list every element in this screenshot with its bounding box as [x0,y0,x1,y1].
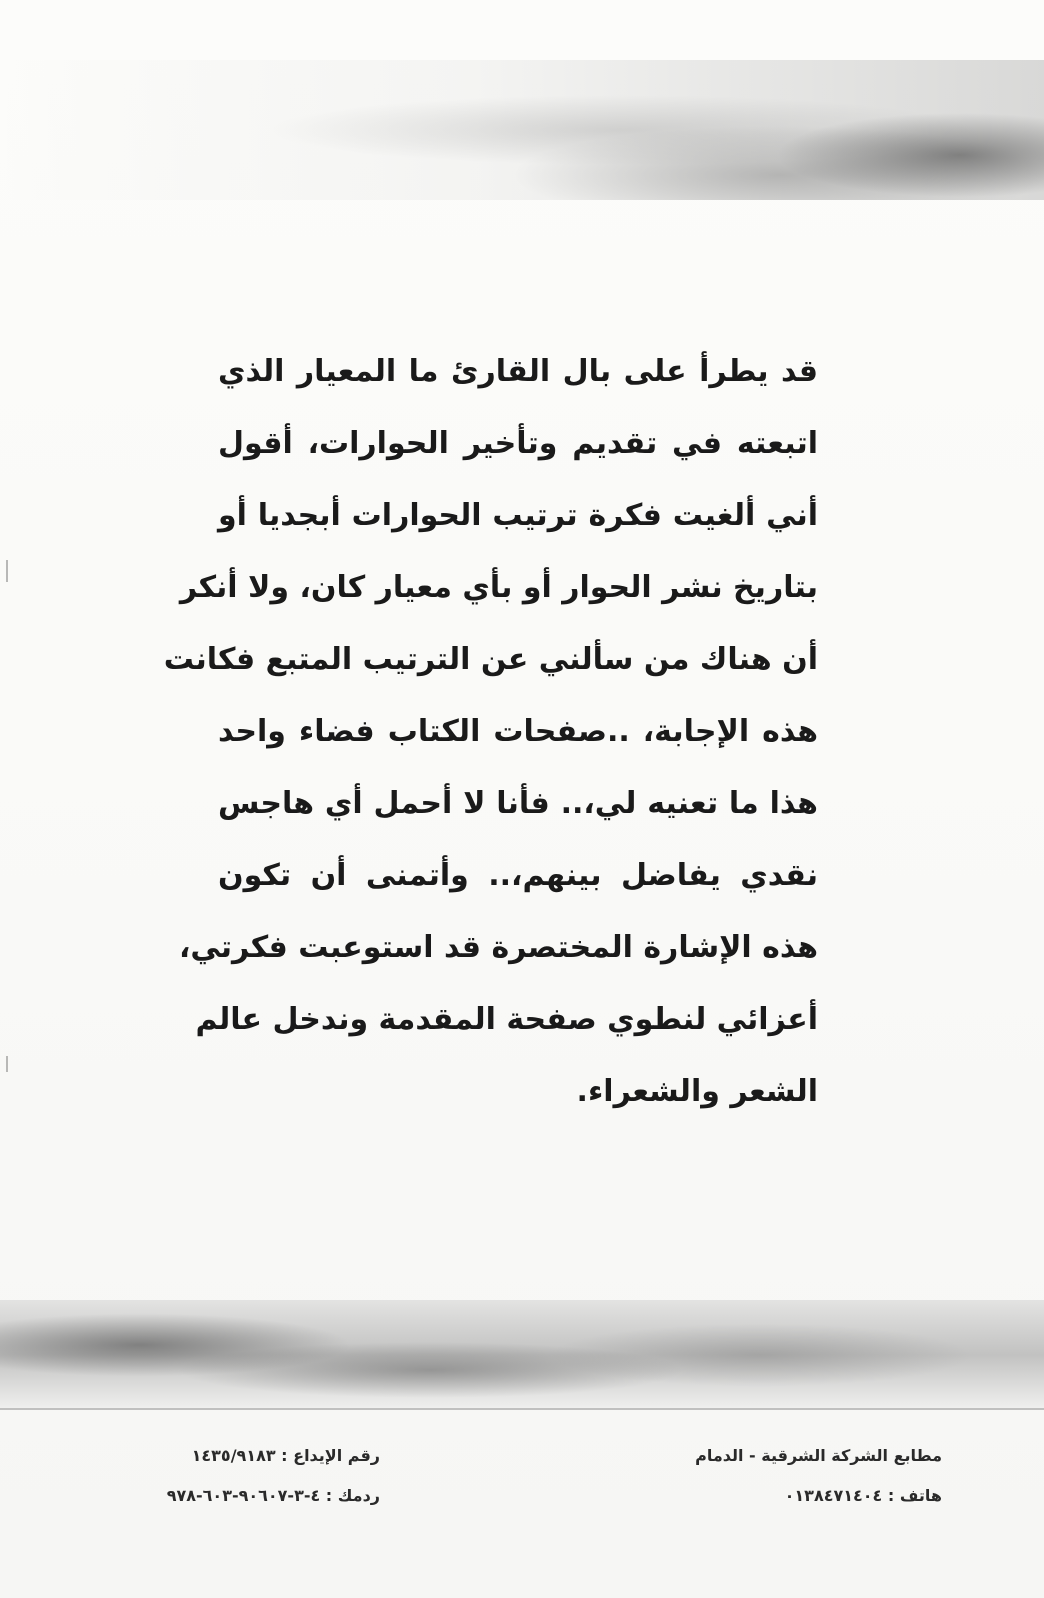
body-paragraph [163,336,818,1128]
margin-mark [6,560,8,582]
margin-mark [6,1056,8,1072]
isbn-number: ردمك : ٤-٣-٩٠٦٠٧-٦٠٣-٩٧٨ [166,1486,380,1505]
printer-info [695,1436,942,1516]
top-decorative-band [0,60,1044,200]
body-line: أن هناك من سألني عن الترتيب المتبع فكانت [163,642,818,677]
body-line: نقدي يفاضل بينهم،.. وأتمنى أن تكون [218,858,818,893]
body-line: اتبعته في تقديم وتأخير الحوارات، أقول [218,426,818,461]
body-line: أني ألغيت فكرة ترتيب الحوارات أبجديا أو [218,498,818,533]
printer-name: مطابع الشركة الشرقية - الدمام [695,1446,942,1465]
bottom-decorative-band [0,1300,1044,1410]
body-line: الشعر والشعراء. [576,1074,818,1109]
body-line: هذا ما تعنيه لي،.. فأنا لا أحمل أي هاجس [218,786,818,821]
body-line: أعزائي لنطوي صفحة المقدمة وندخل عالم [195,1002,818,1037]
body-line: هذه الإشارة المختصرة قد استوعبت فكرتي، [179,930,818,965]
deposit-number: رقم الإيداع : ١٤٣٥/٩١٨٣ [191,1446,380,1465]
body-line: بتاريخ نشر الحوار أو بأي معيار كان، ولا أنكر [179,570,818,605]
printer-phone: هاتف : ٠١٣٨٤٧١٤٠٤ [784,1486,942,1505]
publication-info [167,1436,380,1516]
body-line: هذه الإجابة، ..صفحات الكتاب فضاء واحد [218,714,818,749]
body-line: قد يطرأ على بال القارئ ما المعيار الذي [218,354,818,389]
